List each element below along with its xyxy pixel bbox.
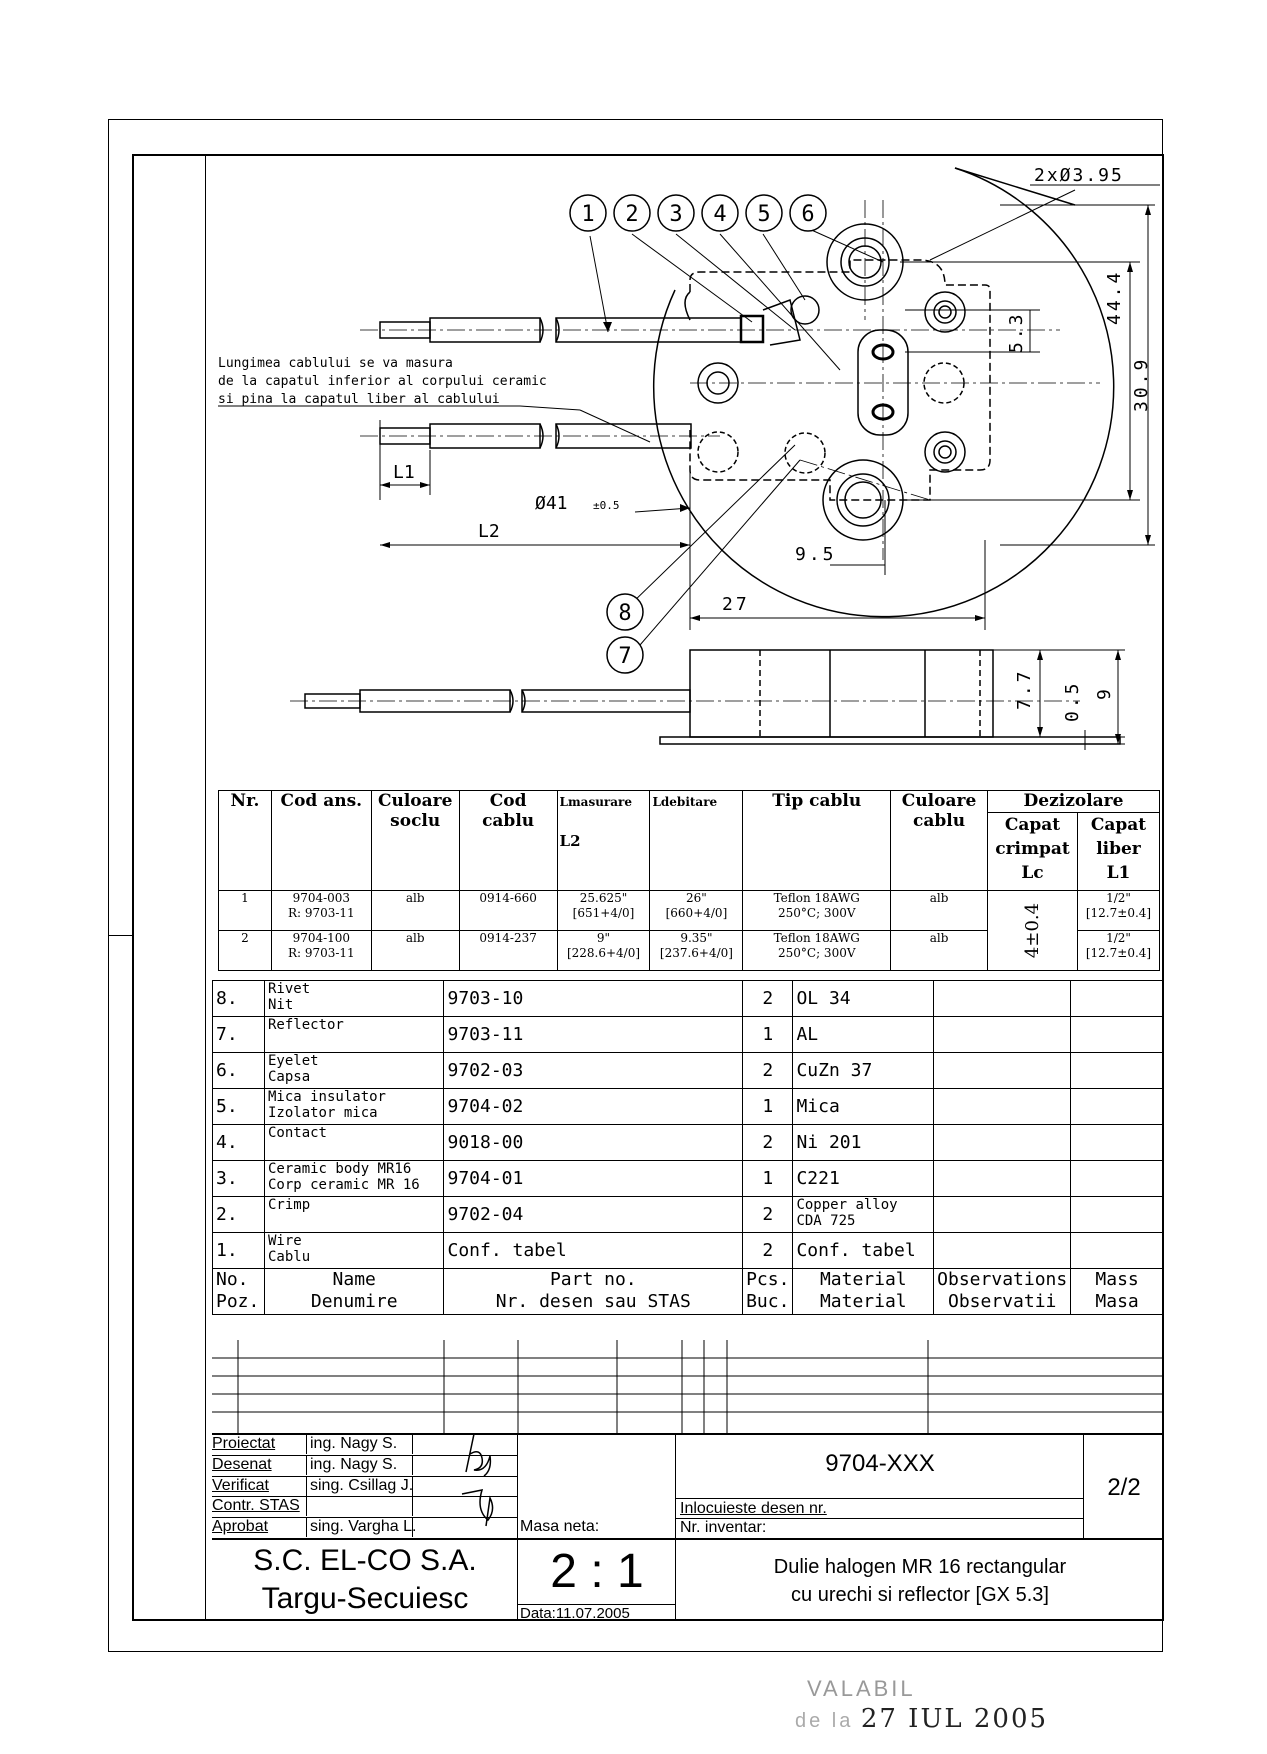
role-label: Verificat [212,1476,269,1494]
stamp-prefix: de la [795,1710,854,1732]
cell-no: 2. [213,1197,265,1233]
cell-observations [934,1053,1071,1089]
cell-name: Reflector [264,1017,444,1053]
cell-part-no: 9704-01 [444,1161,743,1197]
col-l-masurare: Lmasurare L2 [557,791,650,891]
table-row [213,981,1164,1017]
role-person: sing. Vargha L. [310,1518,417,1536]
cell-observations [934,1125,1071,1161]
col-tip-cablu: Tip cablu [743,791,891,891]
hdr-name: Name Denumire [264,1269,444,1315]
cell-mass [1071,1125,1164,1161]
cell-cod-cablu: 0914-237 [459,931,557,971]
table-row [213,1161,1164,1197]
cell-material: CuZn 37 [793,1053,934,1089]
company-cell [212,1538,518,1621]
fold-mark [108,935,132,936]
col-cod-cablu: Cod cablu [459,791,557,891]
hdr-mass: Mass Masa [1071,1269,1164,1315]
masa-neta-label: Masa neta: [520,1518,600,1535]
hdr-part: Part no. Nr. desen sau STAS [444,1269,743,1315]
col-capat-crimpat: Capat crimpat Lc [988,813,1078,891]
note-line-1: Lungimea cablului se va masura [218,356,453,371]
date-label: Data:11.07.2005 [520,1605,630,1622]
cell-capat-liber: 1/2" [12.7±0.4] [1077,931,1159,971]
cell-culoare-soclu: alb [371,931,459,971]
cell-name: Contact [264,1125,444,1161]
role-label: Contr. STAS [212,1497,300,1515]
cell-name: Crimp [264,1197,444,1233]
drawing-title-line-2: cu urechi si reflector [GX 5.3] [791,1584,1049,1606]
role-person: ing. Nagy S. [310,1435,398,1452]
cell-observations [934,981,1071,1017]
title-block [212,1434,1164,1621]
dim-30-9: 30.9 [1131,356,1152,412]
table-row [213,1089,1164,1125]
balloon-4-label: 4 [713,202,727,227]
role-label: Desenat [212,1455,272,1473]
dim-7-7: 7.7 [1014,668,1035,710]
cell-mass [1071,1197,1164,1233]
cell-material: Copper alloy CDA 725 [793,1197,934,1233]
cell-no: 5. [213,1089,265,1125]
stamp-date: 27 IUL 2005 [860,1704,1049,1734]
cell-culoare-cablu: alb [891,931,988,971]
cell-material: Conf. tabel [793,1233,934,1269]
cell-no: 3. [213,1161,265,1197]
cell-no: 6. [213,1053,265,1089]
cell-l-debitare: 9.35" [237.6+4/0] [650,931,743,971]
table-row [213,1017,1164,1053]
table-row [213,1233,1164,1269]
cell-observations [934,1017,1071,1053]
company-name: S.C. EL-CO S.A. [253,1544,477,1577]
cell-material: C221 [793,1161,934,1197]
drawing-title-line-1: Dulie halogen MR 16 rectangular [773,1556,1067,1578]
role-label: Proiectat [212,1435,276,1452]
note-line-3: si pina la capatul liber al cablului [218,392,500,407]
table-row [213,1053,1164,1089]
balloon-8-label: 8 [618,601,632,626]
scale-value: 2 : 1 [550,1545,644,1598]
cell-pcs: 2 [743,1053,793,1089]
cell-no: 4. [213,1125,265,1161]
cell-pcs: 2 [743,1125,793,1161]
cell-part-no: 9018-00 [444,1125,743,1161]
dim-5-3: 5.3 [1006,311,1027,353]
cell-pcs: 2 [743,1197,793,1233]
col-nr: Nr. [219,791,272,891]
cell-name: Ceramic body MR16 Corp ceramic MR 16 [264,1161,444,1197]
cell-part-no: 9702-03 [444,1053,743,1089]
balloon-7-label: 7 [618,644,632,669]
cell-pcs: 1 [743,1089,793,1125]
col-cod-ans: Cod ans. [271,791,371,891]
cell-material: Ni 201 [793,1125,934,1161]
sheet-cell [1084,1434,1164,1538]
parts-header [213,1269,1164,1315]
col-capat-liber: Capat liber L1 [1077,813,1159,891]
cell-name: Wire Cablu [264,1233,444,1269]
col-l-debitare: Ldebitare [650,791,743,891]
cell-tip-cablu: Teflon 18AWG 250°C; 300V [743,891,891,931]
cell-culoare-cablu: alb [891,891,988,931]
balloon-6-label: 6 [801,202,815,227]
cell-part-no: 9704-02 [444,1089,743,1125]
hdr-obs: Observations Observatii [934,1269,1071,1315]
balloon-2-label: 2 [625,202,639,227]
balloon-3-label: 3 [669,202,683,227]
drawing-number-cell [676,1434,1084,1538]
cell-no: 7. [213,1017,265,1053]
cell-l-masurare: 9" [228.6+4/0] [557,931,650,971]
cell-pcs: 1 [743,1161,793,1197]
cell-culoare-soclu: alb [371,891,459,931]
parts-list [212,980,1164,1315]
cell-name: Rivet Nit [264,981,444,1017]
cell-tip-cablu: Teflon 18AWG 250°C; 300V [743,931,891,971]
cell-observations [934,1197,1071,1233]
cell-observations [934,1233,1071,1269]
role-person: sing. Csillag J. [310,1476,414,1494]
title-cell [676,1538,1164,1621]
col-culoare-cablu: Culoare cablu [891,791,988,891]
role-person: ing. Nagy S. [310,1455,398,1473]
cell-capat-liber: 1/2" [12.7±0.4] [1077,891,1159,931]
cell-nr: 1 [219,891,272,931]
hdr-no: No. Poz. [213,1269,265,1315]
replaces-label: Inlocuieste desen nr. [680,1500,827,1517]
cell-mass [1071,1053,1164,1089]
dim-L2: L2 [478,521,500,542]
cell-mass [1071,981,1164,1017]
cell-name: Mica insulator Izolator mica [264,1089,444,1125]
cell-mass [1071,1161,1164,1197]
cell-pcs: 2 [743,1233,793,1269]
table-row [213,1197,1164,1233]
col-culoare-soclu: Culoare soclu [371,791,459,891]
cell-part-no: 9703-10 [444,981,743,1017]
cell-observations [934,1089,1071,1125]
inventory-label: Nr. inventar: [680,1519,767,1536]
cell-name: Eyelet Capsa [264,1053,444,1089]
cell-mass [1071,1089,1164,1125]
cell-material: OL 34 [793,981,934,1017]
dim-9-5: 9.5 [795,544,837,565]
cell-mass [1071,1233,1164,1269]
hole-callout: 2xØ3.95 [1034,165,1124,186]
drawing-number: 9704-XXX [825,1450,935,1477]
company-city: Targu-Secuiesc [261,1582,469,1615]
cell-part-no: 9702-04 [444,1197,743,1233]
technical-drawing [0,0,1267,790]
col-dezizolare: Dezizolare [988,791,1160,813]
cell-l-debitare: 26" [660+4/0] [650,891,743,931]
dim-27: 27 [722,594,750,615]
scale-cell [518,1538,676,1621]
cell-lc-value: 4±0.4 [988,891,1078,971]
cell-l-masurare: 25.625" [651+4/0] [557,891,650,931]
stamp-line-1: VALABIL [807,1676,916,1701]
cell-cod-ans: 9704-100 R: 9703-11 [271,931,371,971]
masa-neta-cell [518,1434,676,1538]
sheet-number: 2/2 [1107,1474,1141,1501]
cell-material: Mica [793,1089,934,1125]
dim-diameter-tol: ±0.5 [593,499,620,512]
cell-mass [1071,1017,1164,1053]
balloon-1-label: 1 [581,202,595,227]
cell-observations [934,1161,1071,1197]
cell-part-no: Conf. tabel [444,1233,743,1269]
dim-9: 9 [1094,689,1115,700]
cell-cod-cablu: 0914-660 [459,891,557,931]
cell-pcs: 1 [743,1017,793,1053]
cell-pcs: 2 [743,981,793,1017]
revision-grid [212,1340,1164,1435]
dim-0-5: 0.5 [1062,680,1083,722]
validity-stamp [795,1676,1095,1734]
cable-table [218,790,1160,971]
cell-nr: 2 [219,931,272,971]
cell-no: 1. [213,1233,265,1269]
dim-diameter: Ø41 [535,493,568,514]
hdr-material: Material Material [793,1269,934,1315]
hdr-pcs: Pcs. Buc. [743,1269,793,1315]
role-label: Aprobat [212,1518,269,1536]
dim-44-4: 44.4 [1104,269,1125,325]
signatures [452,1434,518,1538]
cell-part-no: 9703-11 [444,1017,743,1053]
table-row [219,891,1160,931]
balloon-5-label: 5 [757,202,771,227]
cell-material: AL [793,1017,934,1053]
dim-L1: L1 [393,462,415,483]
cell-no: 8. [213,981,265,1017]
cell-cod-ans: 9704-003 R: 9703-11 [271,891,371,931]
table-row [213,1125,1164,1161]
note-line-2: de la capatul inferior al corpului ceramic [218,374,547,389]
